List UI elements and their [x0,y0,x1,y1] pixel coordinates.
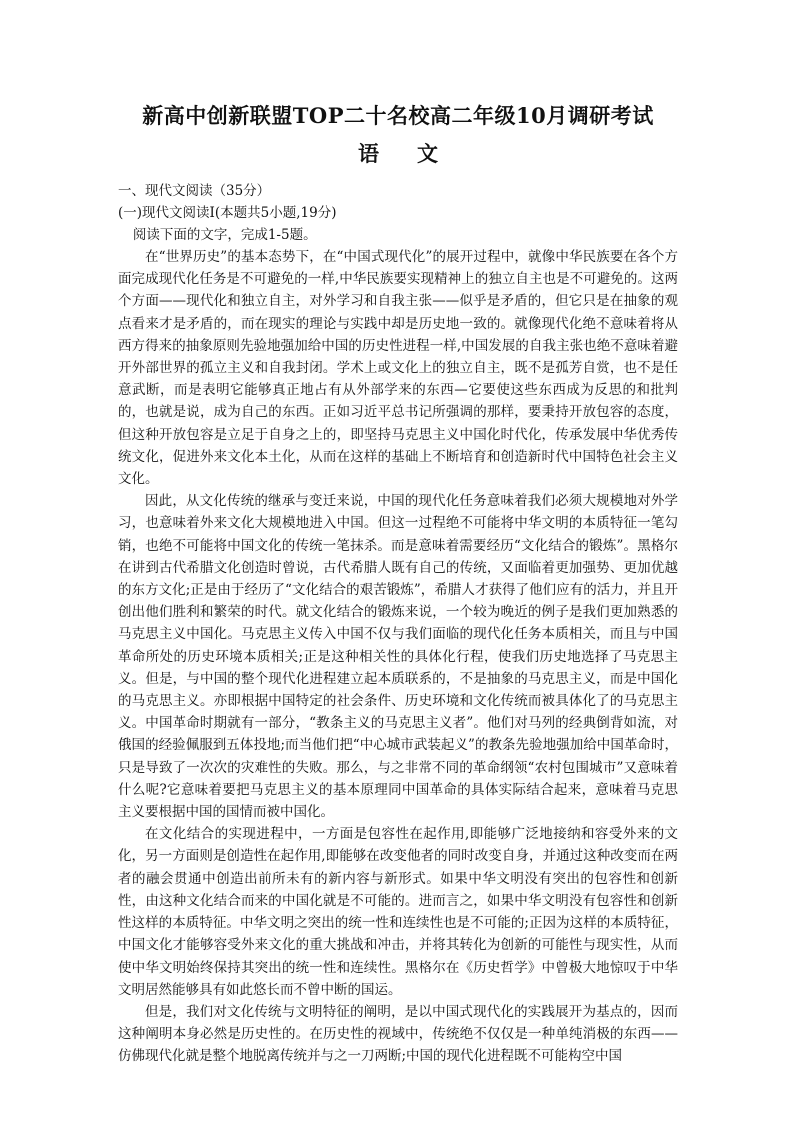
subject-title: 语文 [358,141,476,166]
article-paragraph-2: 因此，从文化传统的继承与变迁来说，中国的现代化任务意味着我们必须大规模地对外学习，也意味着外来文化大规模地进入中国。但这一过程绝不可能将中华文明的本质特征一笔勾销，也绝不可能将中国文化的传统一笔抹杀。而是意味着需要经历“文化结合的锻炼”。黑格尔在讲到古代希腊文化创造时曾说，古代希腊人既有自己的传统，又面临着更加强势、更加优越的东方文化;正是由于经历了“文化结合的艰苦锻炼”，希腊人才获得了他们应有的活力，并且开创出他们胜利和繁荣的时代。就文化结合的锻炼来说，一个较为晚近的例子是我们更加熟悉的马克思主义中国化。马克思主义传入中国不仅与我们面临的现代化任务本质相关，而且与中国革命所处的历史环境本质相关;正是这种相关性的具体化行程，使我们历史地选择了马克思主义。但是，与中国的整个现代化进程建立起本质联系的，不是抽象的马克思主义，而是中国化的马克思主义。亦即根据中国特定的社会条件、历史环境和文化传统而被具体化了的马克思主义。中国革命时期就有一部分，“教条主义的马克思主义者”。他们对马列的经典倒背如流，对俄国的经验佩服到五体投地;而当他们把“中心城市武装起义”的教条先验地强加给中国革命时，只是导致了一次次的灾难性的失败。那么，与之非常不同的革命纲领“农村包围城市”又意味着什么呢?它意味着要把马克思主义的基本原理同中国革命的具体实际结合起来，意味着马克思主义要根据中国的国情而被中国化。 [118,493,678,821]
article-paragraph-3: 在文化结合的实现进程中，一方面是包容性在起作用,即能够广泛地接纳和容受外来的文化，另一方面则是创造性在起作用,即能够在改变他者的同时改变自身，并通过这种改变而在两者的融会贯通中创造出前所未有的新内容与新形式。如果中华文明没有突出的包容性和创新性，由这种文化结合而来的中国化就是不可能的。进而言之，如果中华文明没有包容性和创新性这样的本质特征。中华文明之突出的统一性和连续性也是不可能的;正因为这样的本质特征，中国文化才能够容受外来文化的重大挑战和冲击，并将其转化为创新的可能性与现实性，从而使中华文明始终保持其突出的统一性和连续性。黑格尔在《历史哲学》中曾极大地惊叹于中华文明居然能够具有如此悠长而不曾中断的国运。 [118,826,678,998]
exam-page [118,100,678,1068]
section-heading: 一、现代文阅读（35分） [118,183,271,199]
exam-title: 新高中创新联盟TOP二十名校高二年级10月调研考试 [142,103,654,128]
reading-instruction: 阅读下面的文字，完成1-5题。 [132,227,317,243]
article-paragraph-4: 但是，我们对文化传统与文明特征的阐明，是以中国式现代化的实践展开为基点的，因而这种阐明本身必然是历史性的。在历史性的视域中，传统绝不仅仅是一种单纯消极的东西——仿佛现代化就是整个地脱离传统并与之一刀两断;中国的现代化进程既不可能构空中国 [118,1003,678,1065]
article-paragraph-1: 在“世界历史”的基本态势下，在“中国式现代化”的展开过程中，就像中华民族要在各个方面完成现代化任务是不可避免的一样,中华民族要实现精神上的独立自主也是不可避免的。这两个方面——现代化和独立自主，对外学习和自我主张——似乎是矛盾的，但它只是在抽象的观点看来才是矛盾的，而在现实的理论与实践中却是历史地一致的。就像现代化绝不意味着将从西方得来的抽象原则先验地强加给中国的历史性进程一样,中国发展的自我主张也绝不意味着避开外部世界的孤立主义和自我封闭。学术上或文化上的独立自主，既不是孤芳自赏，也不是任意武断，而是表明它能够真正地占有从外部学来的东西—它要使这些东西成为反思的和批判的，也就是说，成为自己的东西。正如习近平总书记所强调的那样，要秉持开放包容的态度，但这种开放包容是立足于自身之上的，即坚持马克思主义中国化时代化，传承发展中华优秀传统文化，促进外来文化本土化，从而在这样的基础上不断培育和创造新时代中国特色社会主义文化。 [118,249,678,488]
section-subheading: (一)现代文阅读Ⅰ(本题共5小题,19分) [118,205,337,221]
